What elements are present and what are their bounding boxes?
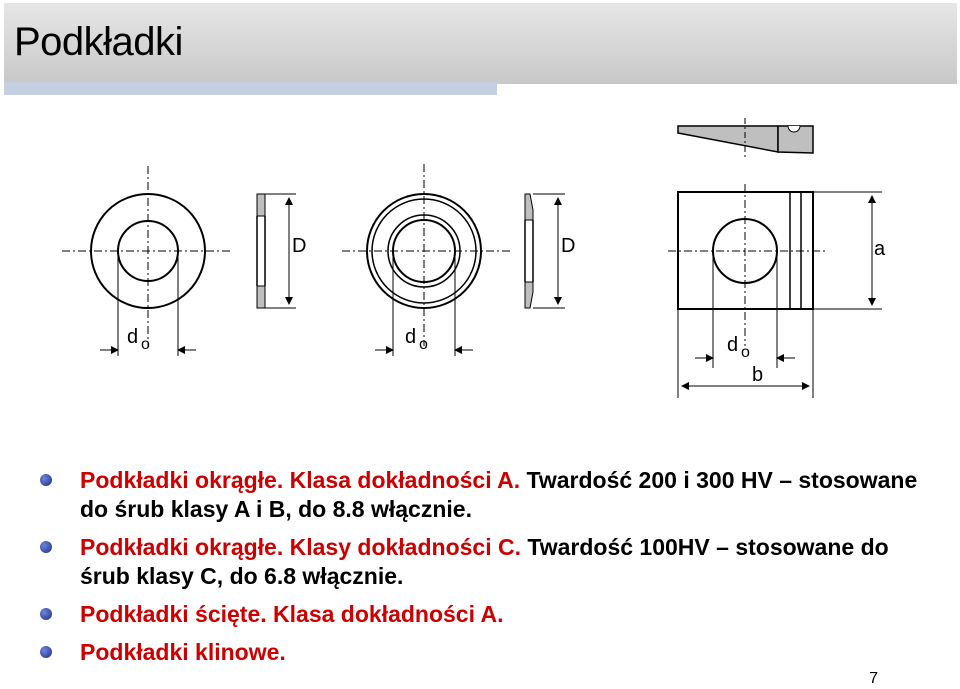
round-washer-c bbox=[342, 164, 510, 356]
d-label-3: d bbox=[727, 334, 739, 356]
washer-drawings bbox=[0, 100, 960, 410]
o-subscript-2: o bbox=[419, 336, 428, 353]
wedge-washer-side bbox=[678, 118, 813, 160]
bullet-item bbox=[40, 533, 940, 591]
bullet-list bbox=[40, 466, 940, 667]
bullet-marker-icon bbox=[40, 474, 52, 486]
D-label-2: D bbox=[561, 235, 576, 257]
bullet-red-text: Podkładki klinowe. bbox=[80, 639, 286, 665]
bullet-red-text: Podkładki okrągłe. Klasy dokładności C. bbox=[80, 534, 521, 560]
b-label: b bbox=[752, 364, 764, 386]
d-label-2: d bbox=[405, 326, 417, 348]
bullet-red-text: Podkładki okrągłe. Klasa dokładności A. bbox=[80, 467, 521, 493]
round-washer-a-section bbox=[257, 194, 306, 308]
bullet-item bbox=[40, 638, 940, 667]
bullet-red-text: Podkładki ścięte. Klasa dokładności A. bbox=[80, 601, 504, 627]
o-subscript-1: o bbox=[141, 336, 150, 353]
round-washer-c-section bbox=[525, 194, 575, 308]
page-number: 7 bbox=[869, 670, 878, 687]
slide-title: Podkładki bbox=[14, 20, 183, 64]
a-label: a bbox=[874, 238, 886, 260]
bullet-text: Twardość 100HV – stosowane do śrub klasy C, do 6.8 włącznie. bbox=[80, 534, 889, 589]
title-accent-bar bbox=[4, 82, 497, 95]
bullet-marker-icon bbox=[40, 646, 52, 658]
round-washer-a bbox=[62, 166, 232, 356]
bullet-marker-icon bbox=[40, 541, 52, 553]
d-label-1: d bbox=[127, 326, 139, 348]
bullet-item bbox=[40, 600, 940, 629]
D-label-1: D bbox=[292, 235, 307, 257]
o-subscript-3: o bbox=[741, 344, 750, 361]
square-washer bbox=[668, 184, 886, 398]
bullet-text: Twardość 200 i 300 HV – stosowane do śrub klasy A i B, do 8.8 włącznie. bbox=[80, 467, 918, 522]
bullet-marker-icon bbox=[40, 608, 52, 620]
bullet-item bbox=[40, 466, 940, 524]
